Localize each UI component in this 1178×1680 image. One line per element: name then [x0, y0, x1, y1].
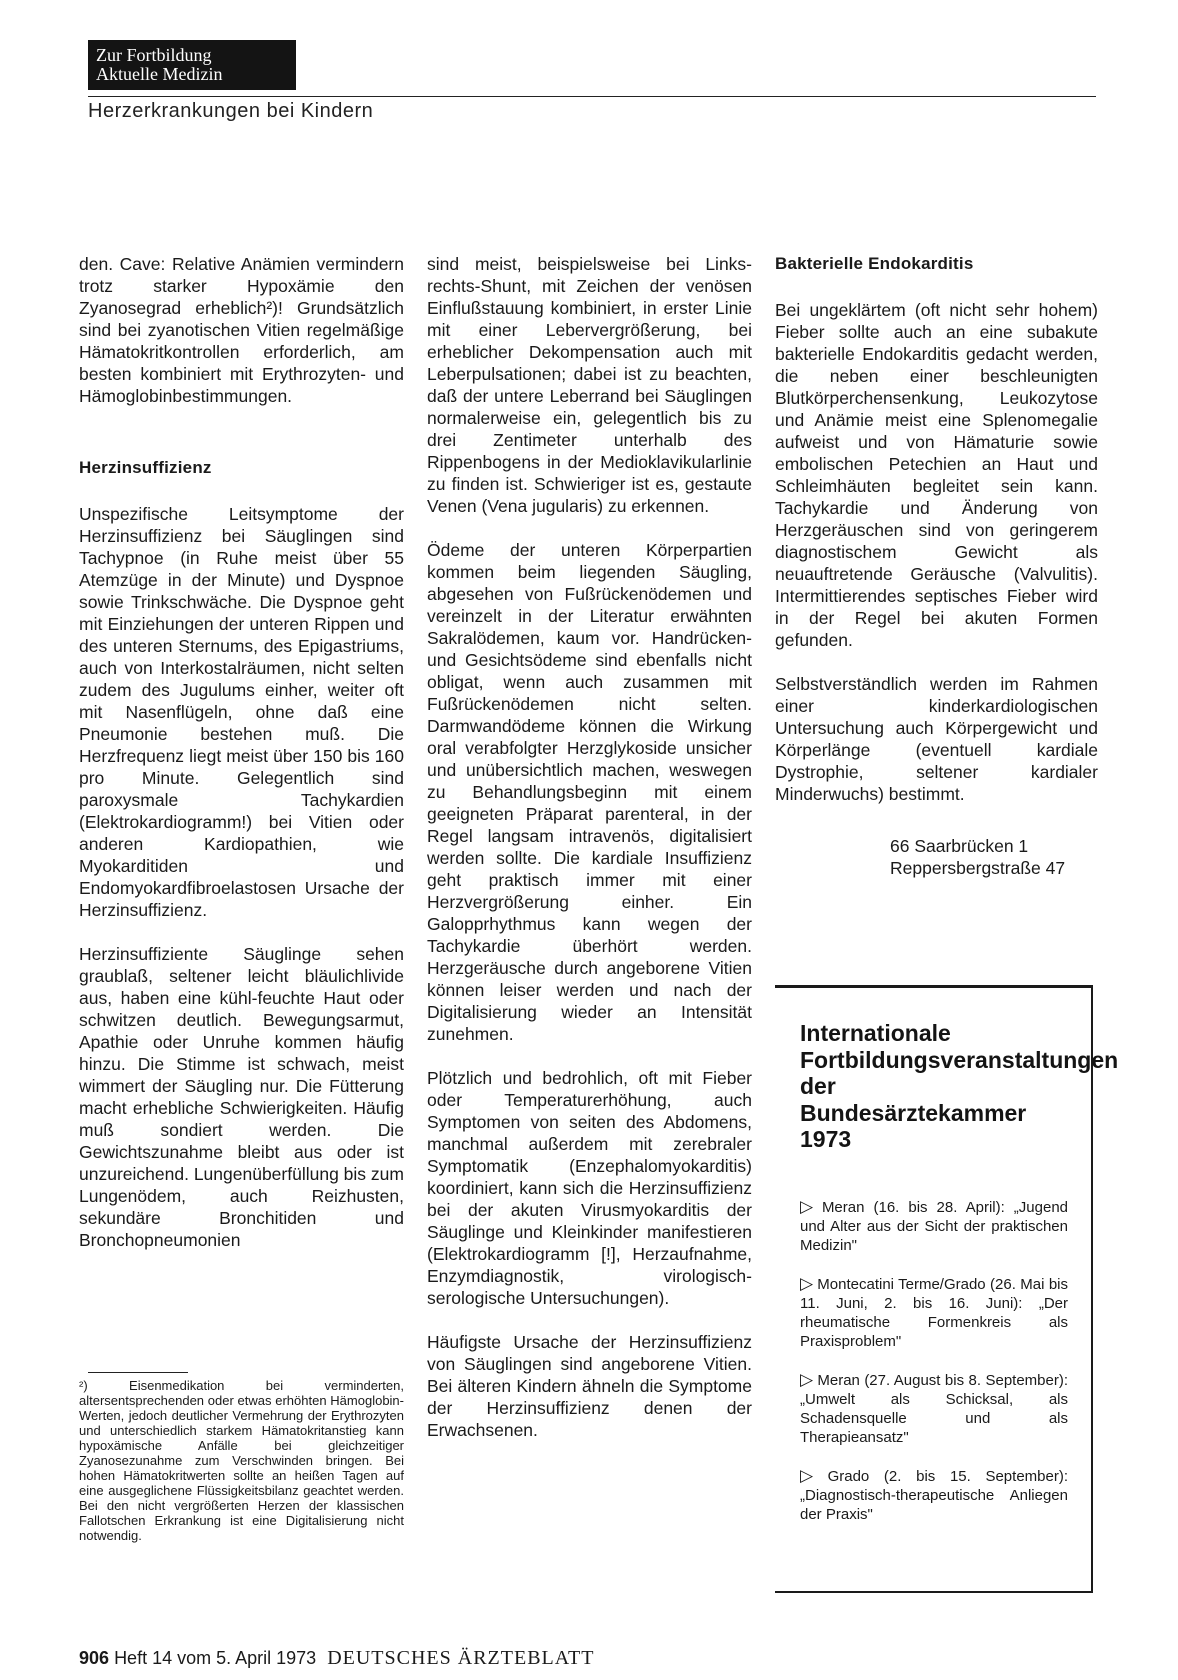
triangle-bullet-icon: ▷: [800, 1197, 818, 1216]
triangle-bullet-icon: ▷: [800, 1370, 814, 1389]
triangle-bullet-icon: ▷: [800, 1466, 824, 1485]
paragraph: Herzinsuffiziente Säuglinge sehen graublaß, seltener leicht bläulichlivide aus, haben eine kühl-feuchte Haut oder schwitzen deutlich. Bewegungsarmut, Apathie oder Unruhe kommen häufig hinzu. Die Stimme ist schwach, meist wimmert der Säugling nur. Die Fütterung macht erhebliche Schwierigkeiten. Häufig muß sondiert werden. Die Gewichtszunahme bleibt aus oder ist unzureichend. Lungenüberfüllung bis zum Lungenödem, auch Reizhusten, sekundäre Bronchitiden und Bronchopneumonien: [79, 944, 404, 1250]
list-item: [800, 1197, 1068, 1255]
issue-info: Heft 14 vom 5. April 1973: [114, 1648, 317, 1668]
journal-name: DEUTSCHES ÄRZTEBLATT: [327, 1647, 595, 1669]
address-line: 66 Saarbrücken 1: [890, 836, 1029, 856]
event-text: Meran (27. August bis 8. September): „Umwelt als Schicksal, als Schadensquelle und als Therapieansatz": [800, 1372, 1069, 1446]
column-1: [79, 253, 404, 1273]
paragraph: Ödeme der unteren Körperpartien kommen beim liegenden Säugling, abgesehen von Fußrückenödemen und vereinzelt in der Literatur erwähnten Sakralödemen, kaum vor. Handrücken- und Gesichtsödeme sind ebenfalls nicht obligat, wenn auch zusammen mit Fußrückenödemen nicht selten. Darmwandödeme können die Wirkung oral verabfolgter Herzglykoside unsicher und unübersichtlich machen, weswegen zu Behandlungsbeginn mit einem geeigneten Präparat parenteral, in der Regel langsam intravenös, digitalisiert werden sollte. Die kardiale Insuffizienz geht praktisch immer mit einer Herzvergrößerung einher. Ein Galopprhythmus kann wegen der Tachykardie überhört werden. Herzgeräusche durch angeborene Vitien können leiser werden und nach der Digitalisierung wieder an Intensität zunehmen.: [427, 540, 752, 1044]
list-item: [800, 1466, 1068, 1524]
list-item: [800, 1274, 1068, 1351]
footnote-rule: [88, 1372, 188, 1373]
paragraph: den. Cave: Relative Anämien vermindern trotz starker Hypoxämie den Zyanosegrad erheblich²)! Grundsätzlich sind bei zyanotischen Vitien regelmäßige Hämatokritkontrollen erforderlich, am besten kombiniert mit Erythrozyten- und Hämoglobinbestimmungen.: [79, 254, 404, 406]
section-heading-herzinsuffizienz: Herzinsuffizienz: [79, 458, 212, 477]
header-rule: [88, 96, 1096, 97]
triangle-bullet-icon: ▷: [800, 1274, 814, 1293]
author-address: [890, 835, 1098, 879]
event-text: Meran (16. bis 28. April): „Jugend und Alter aus der Sicht der praktischen Medizin": [800, 1199, 1068, 1254]
section-label: [88, 40, 296, 90]
column-2: [427, 253, 752, 1463]
page-number: 906: [79, 1648, 110, 1668]
paragraph: Bei ungeklärtem (oft nicht sehr hohem) Fieber sollte auch an eine subakute bakterielle Endokarditis gedacht werden, die neben einer beschleunigten Blutkörperchensenkung, Leukozytose und Anämie meist eine Splenomegalie aufweist und von Hämaturie sowie embolischen Petechien an Haut und Schleimhäuten begleitet sein kann. Tachykardie und Änderung von Herzgeräuschen sind von geringerem diagnostischem Gewicht als neuauftretende Geräusche (Valvulitis). Intermittierendes septisches Fieber wird in der Regel bei akuten Formen gefunden.: [775, 300, 1098, 650]
event-list: [800, 1197, 1068, 1543]
page-footer: [79, 1647, 594, 1670]
paragraph: Häufigste Ursache der Herzinsuffizienz von Säuglingen sind angeborene Vitien. Bei älteren Kindern ähneln die Symptome der Herzinsuffizienz denen der Erwachsenen.: [427, 1332, 752, 1440]
section-label-line2: Aktuelle Medizin: [96, 64, 223, 84]
running-title: Herzerkrankungen bei Kindern: [88, 100, 374, 122]
column-3: [775, 253, 1098, 879]
list-item: [800, 1370, 1068, 1447]
event-text: Montecatini Terme/Grado (26. Mai bis 11. Juni, 2. bis 16. Juni): „Der rheumatische Formenkreis als Praxisproblem": [800, 1276, 1068, 1350]
paragraph: Unspezifische Leitsymptome der Herzinsuffizienz bei Säuglingen sind Tachypnoe (in Ruhe meist über 55 Atemzüge in der Minute) und Dyspnoe sowie Trinkschwäche. Die Dyspnoe geht mit Einziehungen der unteren Rippen und des unteren Sternums, des Epigastriums, auch von Interkostalräumen, nicht selten zudem des Jugulums einher, weiter oft mit Nasenflügeln, ohne daß eine Pneumonie bestehen muß. Die Herzfrequenz liegt meist über 150 bis 160 pro Minute. Gelegentlich sind paroxysmale Tachykardien (Elektrokardiogramm!) bei Vitien oder anderen Kardiopathien, wie Myokarditiden und Endomyokardfibroelastosen Ursache der Herzinsuffizienz.: [79, 504, 404, 920]
info-box-title: Internationale Fortbildungsveranstaltungen der Bundesärztekammer 1973: [800, 1020, 1119, 1152]
section-label-line1: Zur Fortbildung: [96, 45, 212, 65]
footnote: ²) Eisenmedikation bei verminderten, altersentsprechenden oder etwas erhöhten Hämoglobin-Werten, jedoch deutlicher Vermehrung der Erythrozyten und unterschiedlich starkem Hämatokritanstieg kann hypoxämische Anfälle bei gleichzeitiger Zyanosezunahme zum Verschwinden bringen. Bei hohen Hämatokritwerten sollte an heißen Tagen auf eine ausgeglichene Flüssigkeitsbilanz geachtet werden. Bei den nicht vergrößerten Herzen der klassischen Fallotschen Erkrankung ist eine Digitalisierung nicht notwendig.: [79, 1378, 404, 1543]
paragraph: Selbstverständlich werden im Rahmen einer kinderkardiologischen Untersuchung auch Körpergewicht und Körperlänge (eventuell kardiale Dystrophie, seltener kardialer Minderwuchs) bestimmt.: [775, 674, 1098, 804]
event-text: Grado (2. bis 15. September): „Diagnostisch-therapeutische Anliegen der Praxis": [800, 1468, 1068, 1523]
section-heading-endokarditis: Bakterielle Endokarditis: [775, 254, 974, 273]
paragraph: sind meist, beispielsweise bei Links-rechts-Shunt, mit Zeichen der venösen Einflußstauung kombiniert, in erster Linie mit einer Lebervergrößerung, bei erheblicher Dekompensation auch mit Leberpulsationen; dabei ist zu beachten, daß der untere Leberrand bei Säuglingen normalerweise ein, gelegentlich bis zu drei Zentimeter unterhalb des Rippenbogens in der Medioklavikularlinie zu finden ist. Schwieriger ist es, gestaute Venen (Vena jugularis) zu erkennen.: [427, 254, 752, 516]
address-line: Reppersbergstraße 47: [890, 858, 1066, 878]
paragraph: Plötzlich und bedrohlich, oft mit Fieber oder Temperaturerhöhung, auch Symptomen von seiten des Abdomens, manchmal außerdem mit zerebraler Symptomatik (Enzephalomyokarditis) koordiniert, kann sich die Herzinsuffizienz bei der akuten Virusmyokarditis der Säuglinge und Kleinkinder manifestieren (Elektrokardiogramm [!], Herzaufnahme, Enzymdiagnostik, virologisch-serologische Untersuchungen).: [427, 1068, 752, 1308]
